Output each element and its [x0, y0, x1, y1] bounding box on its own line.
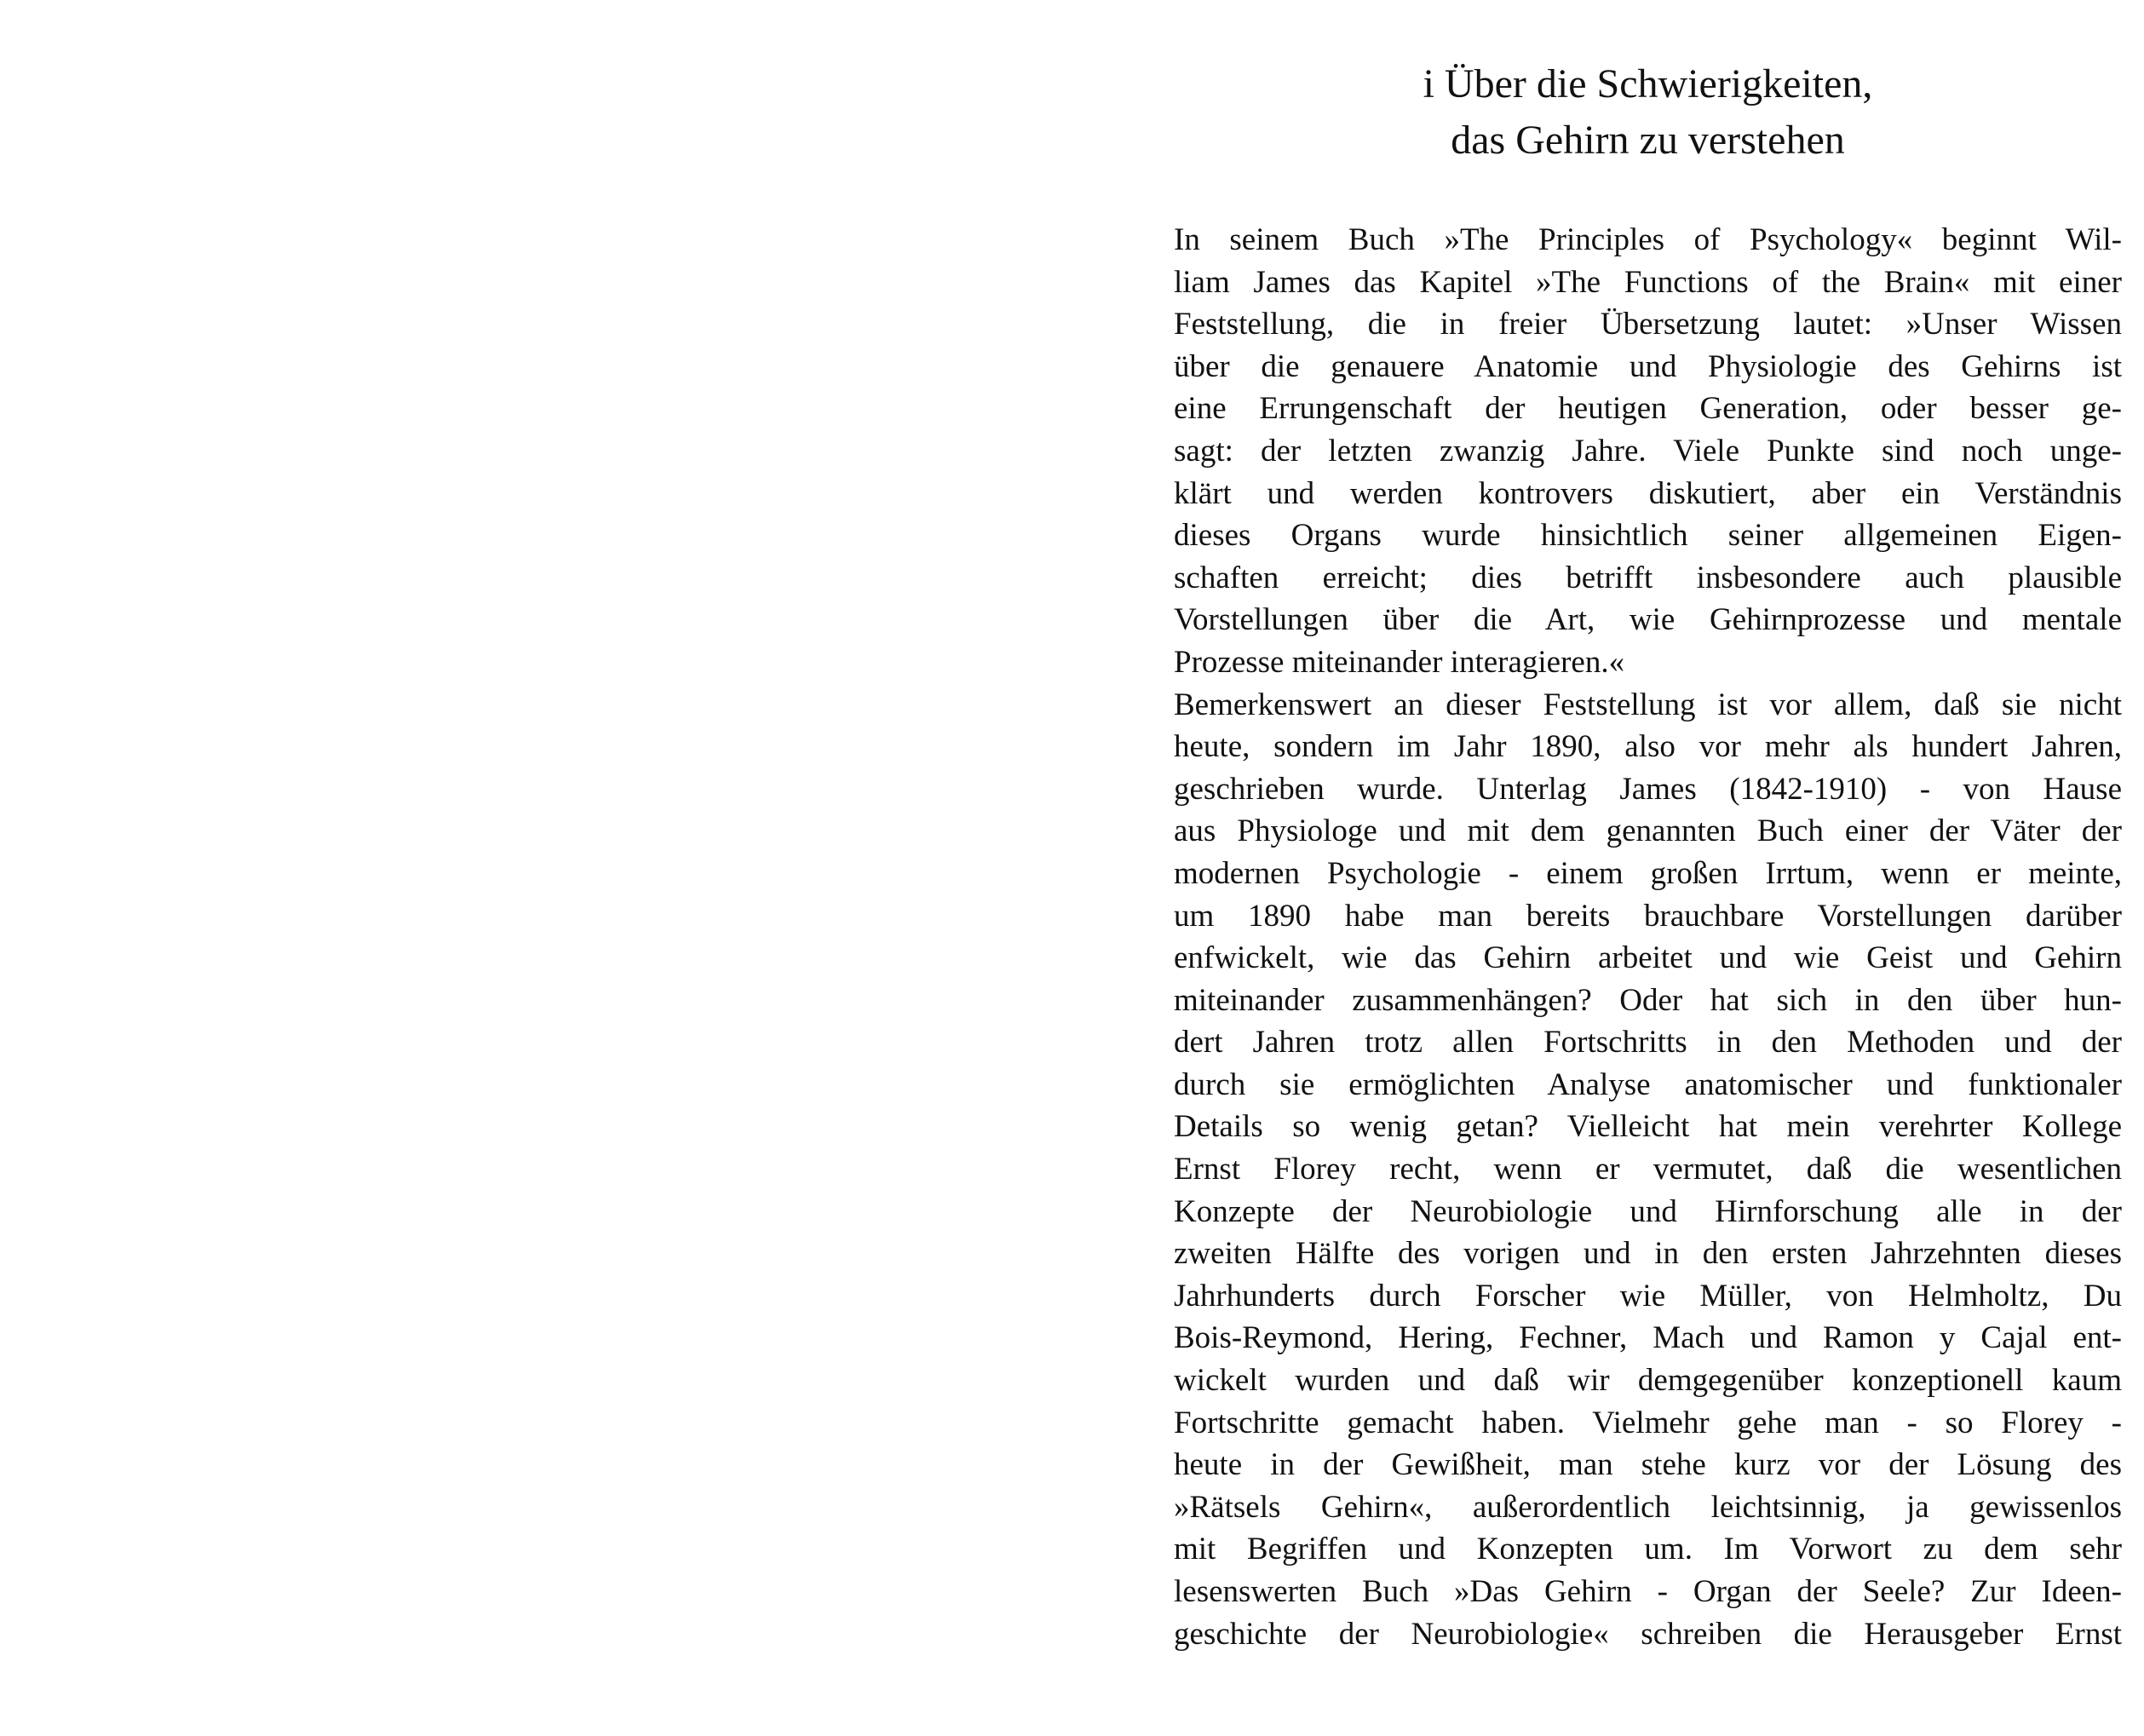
text-line: mit Begriffen und Konzepten um. Im Vorwort zu dem sehr: [1174, 1532, 2122, 1567]
chapter-title-line: i Über die Schwierigkeiten,: [1423, 61, 1873, 106]
text-line: enfwickelt, wie das Gehirn arbeitet und wie Geist und Gehirn: [1174, 940, 2122, 976]
text-line: aus Physiologe und mit dem genannten Buch einer der Väter der: [1174, 813, 2122, 849]
text-line: liam James das Kapitel »The Functions of the Brain« mit einer: [1174, 264, 2122, 300]
text-line: zweiten Hälfte des vorigen und in den ersten Jahrzehnten dieses: [1174, 1236, 2122, 1272]
text-line: Ernst Florey recht, wenn er vermutet, daß die wesentlichen: [1174, 1152, 2122, 1187]
text-line: schaften erreicht; dies betrifft insbesondere auch plausible: [1174, 560, 2122, 595]
text-line: miteinander zusammenhängen? Oder hat sich in den über hun-: [1174, 982, 2122, 1018]
chapter-title: [1174, 56, 2122, 169]
text-line: Konzepte der Neurobiologie und Hirnforschung alle in der: [1174, 1193, 2122, 1229]
text-line: über die genauere Anatomie und Physiologie des Gehirns ist: [1174, 348, 2122, 384]
text-line: Prozesse miteinander interagieren.«: [1174, 644, 1625, 680]
text-line: dieses Organs wurde hinsichtlich seiner allgemeinen Eigen-: [1174, 518, 2122, 554]
text-line: um 1890 habe man bereits brauchbare Vorstellungen darüber: [1174, 898, 2122, 934]
text-line: Vorstellungen über die Art, wie Gehirnprozesse und mentale: [1174, 602, 2122, 638]
text-line: geschrieben wurde. Unterlag James (1842-1910) - von Hause: [1174, 771, 2122, 807]
text-line: heute, sondern im Jahr 1890, also vor mehr als hundert Jahren,: [1174, 729, 2122, 765]
text-line: heute in der Gewißheit, man stehe kurz vor der Lösung des: [1174, 1447, 2122, 1483]
text-line: Jahrhunderts durch Forscher wie Müller, von Helmholtz, Du: [1174, 1278, 2122, 1313]
text-line: wickelt wurden und daß wir demgegenüber konzeptionell kaum: [1174, 1363, 2122, 1399]
text-line: Bemerkenswert an dieser Feststellung ist vor allem, daß sie nicht: [1174, 687, 2122, 722]
text-line: sagt: der letzten zwanzig Jahre. Viele Punkte sind noch unge-: [1174, 433, 2122, 468]
text-line: dert Jahren trotz allen Fortschritts in den Methoden und der: [1174, 1025, 2122, 1061]
body-text: [1174, 219, 2122, 1655]
text-line: klärt und werden kontrovers diskutiert, aber ein Verständnis: [1174, 475, 2122, 511]
text-line: lesenswerten Buch »Das Gehirn - Organ der Seele? Zur Ideen-: [1174, 1574, 2122, 1609]
text-line: Fortschritte gemacht haben. Vielmehr gehe man - so Florey -: [1174, 1405, 2122, 1440]
text-line: Feststellung, die in freier Übersetzung lautet: »Unser Wissen: [1174, 307, 2122, 342]
text-line: eine Errungenschaft der heutigen Generation, oder besser ge-: [1174, 391, 2122, 427]
text-line: In seinem Buch »The Principles of Psychology« beginnt Wil-: [1174, 222, 2122, 257]
text-line: Details so wenig getan? Vielleicht hat mein verehrter Kollege: [1174, 1109, 2122, 1145]
chapter-title-line: das Gehirn zu verstehen: [1451, 118, 1845, 163]
text-line: durch sie ermöglichten Analyse anatomischer und funktionaler: [1174, 1066, 2122, 1102]
text-line: geschichte der Neurobiologie« schreiben die Herausgeber Ernst: [1174, 1616, 2122, 1652]
text-line: modernen Psychologie - einem großen Irrtum, wenn er meinte,: [1174, 855, 2122, 891]
text-line: »Rätsels Gehirn«, außerordentlich leichtsinnig, ja gewissenlos: [1174, 1489, 2122, 1525]
text-line: Bois-Reymond, Hering, Fechner, Mach und Ramon y Cajal ent-: [1174, 1320, 2122, 1356]
